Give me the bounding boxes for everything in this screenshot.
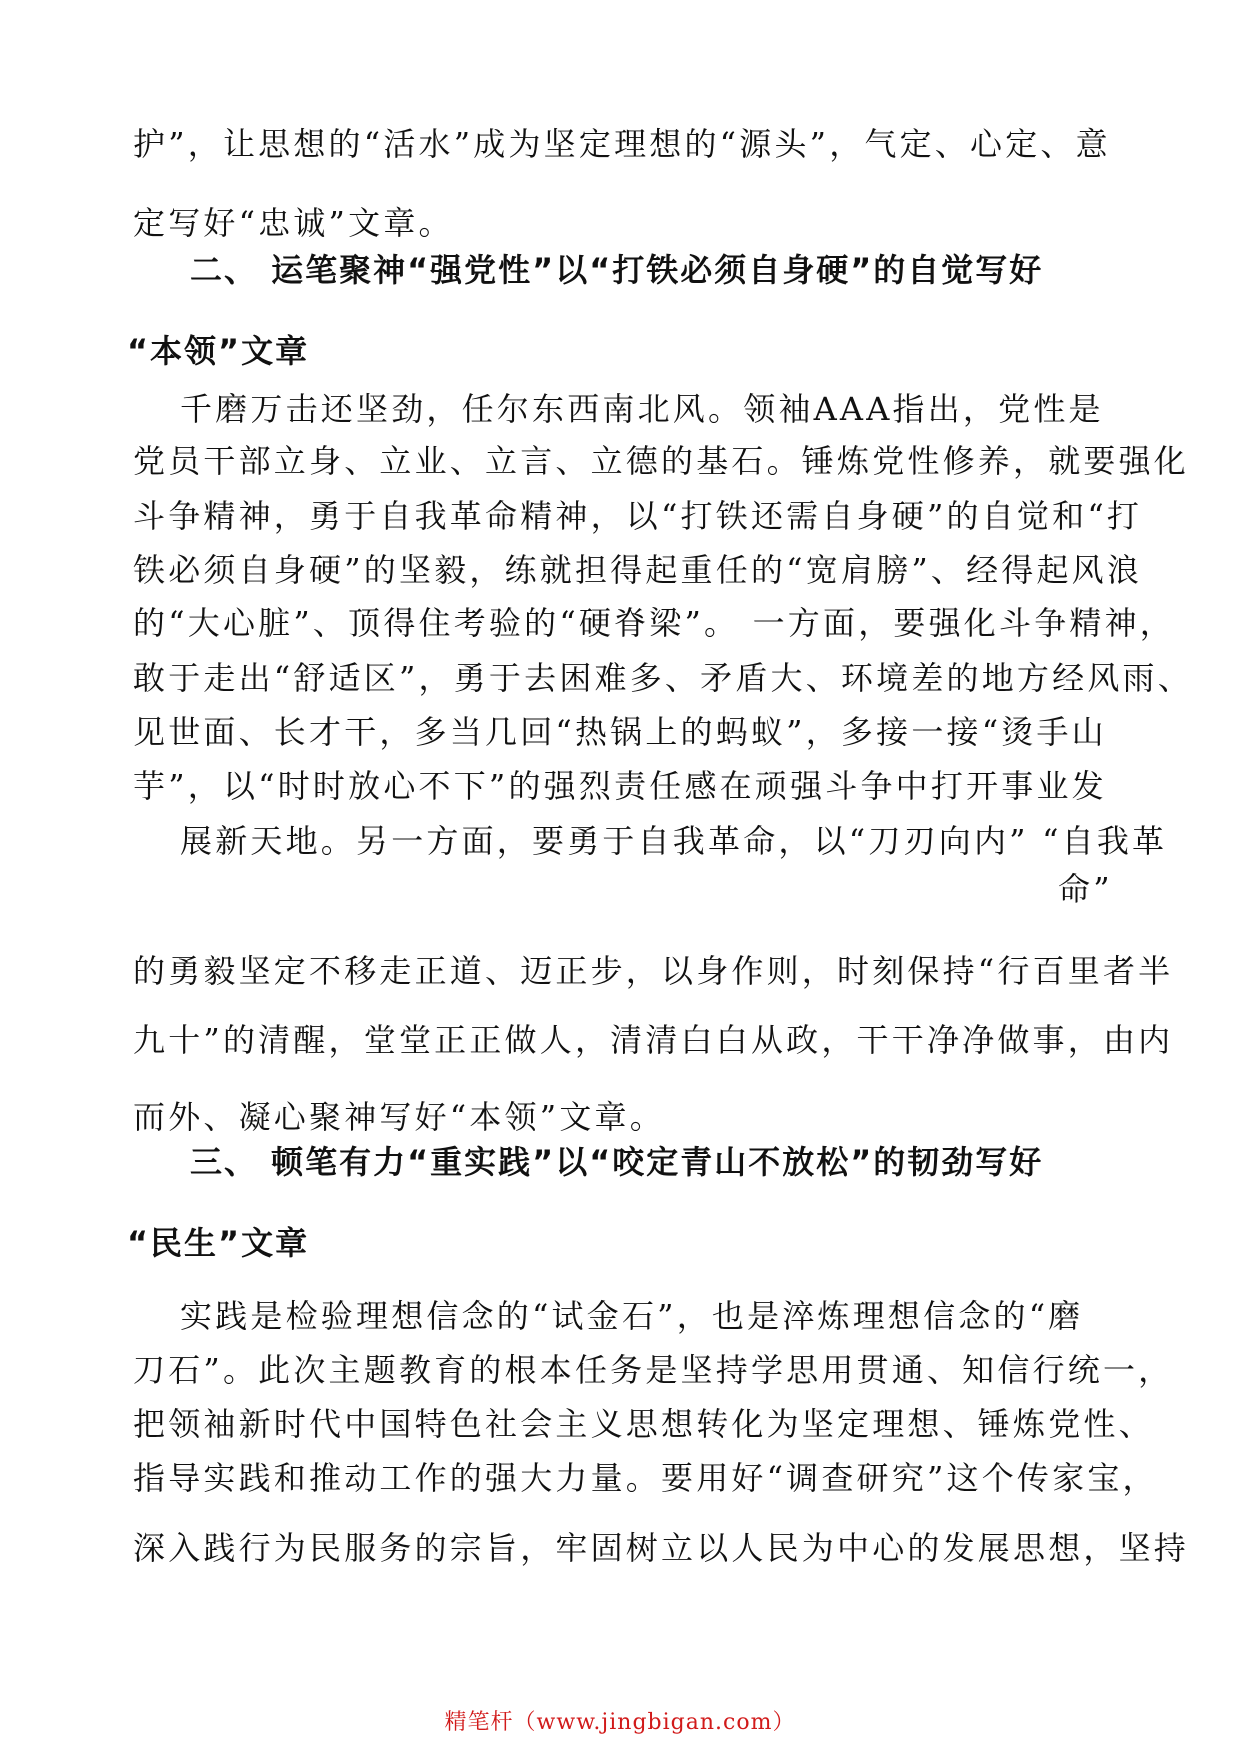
section-heading-3-cont: “民生”文章 (127, 1224, 310, 1262)
section-heading-2-cont: “本领”文章 (127, 332, 310, 370)
paragraph-line: 九十”的清醒，堂堂正正做人，清清白白从政，干干净净做事，由内 (133, 1021, 1174, 1059)
paragraph-line: 的勇毅坚定不移走正道、迈正步，以身作则，时刻保持“行百里者半 (133, 952, 1174, 990)
paragraph-line: 展新天地。另一方面，要勇于自我革命，以“刀刃向内” “自我革 (180, 822, 1168, 860)
paragraph-line: 刀石”。此次主题教育的根本任务是坚持学思用贯通、知信行统一， (133, 1351, 1174, 1389)
paragraph-line: 把领袖新时代中国特色社会主义思想转化为坚定理想、锤炼党性、 (133, 1405, 1154, 1443)
paragraph-line: 斗争精神，勇于自我革命精神，以“打铁还需自身硬”的自觉和“打 (133, 497, 1143, 535)
paragraph-line: 的“大心脏”、顶得住考验的“硬脊梁”。 一方面，要强化斗争精神， (133, 604, 1176, 642)
paragraph-line: 命” (1058, 870, 1113, 908)
footer-watermark: 精笔杆（www.jingbigan.com） (444, 1710, 796, 1735)
paragraph-line: 党员干部立身、立业、立言、立德的基石。锤炼党性修养，就要强化 (133, 442, 1190, 480)
paragraph-line: 千磨万击还坚劲，任尔东西南北风。领袖AAA指出，党性是 (180, 390, 1104, 428)
paragraph-line: 指导实践和推动工作的强大力量。要用好“调查研究”这个传家宝， (133, 1459, 1158, 1497)
paragraph-line: 而外、凝心聚神写好“本领”文章。 (133, 1098, 665, 1136)
section-heading-2: 二、 运笔聚神“强党性”以“打铁必须自身硬”的自觉写好 (190, 251, 1044, 289)
paragraph-line: 定写好“忠诚”文章。 (133, 204, 454, 242)
paragraph-line: 深入践行为民服务的宗旨，牢固树立以人民为中心的发展思想，坚持 (133, 1529, 1190, 1567)
paragraph-line: 铁必须自身硬”的坚毅，练就担得起重任的“宽肩膀”、经得起风浪 (133, 551, 1143, 589)
paragraph-line: 芋”，以“时时放心不下”的强烈责任感在顽强斗争中打开事业发 (133, 767, 1107, 805)
paragraph-line: 实践是检验理想信念的“试金石”，也是淬炼理想信念的“磨 (180, 1297, 1084, 1335)
section-heading-3: 三、 顿笔有力“重实践”以“咬定青山不放松”的韧劲写好 (190, 1143, 1044, 1181)
paragraph-line: 敢于走出“舒适区”，勇于去困难多、矛盾大、环境差的地方经风雨、 (133, 659, 1193, 697)
paragraph-line: 见世面、长才干，多当几回“热锅上的蚂蚁”，多接一接“烫手山 (133, 713, 1107, 751)
paragraph-line: 护”，让思想的“活水”成为坚定理想的“源头”，气定、心定、意 (133, 125, 1111, 163)
